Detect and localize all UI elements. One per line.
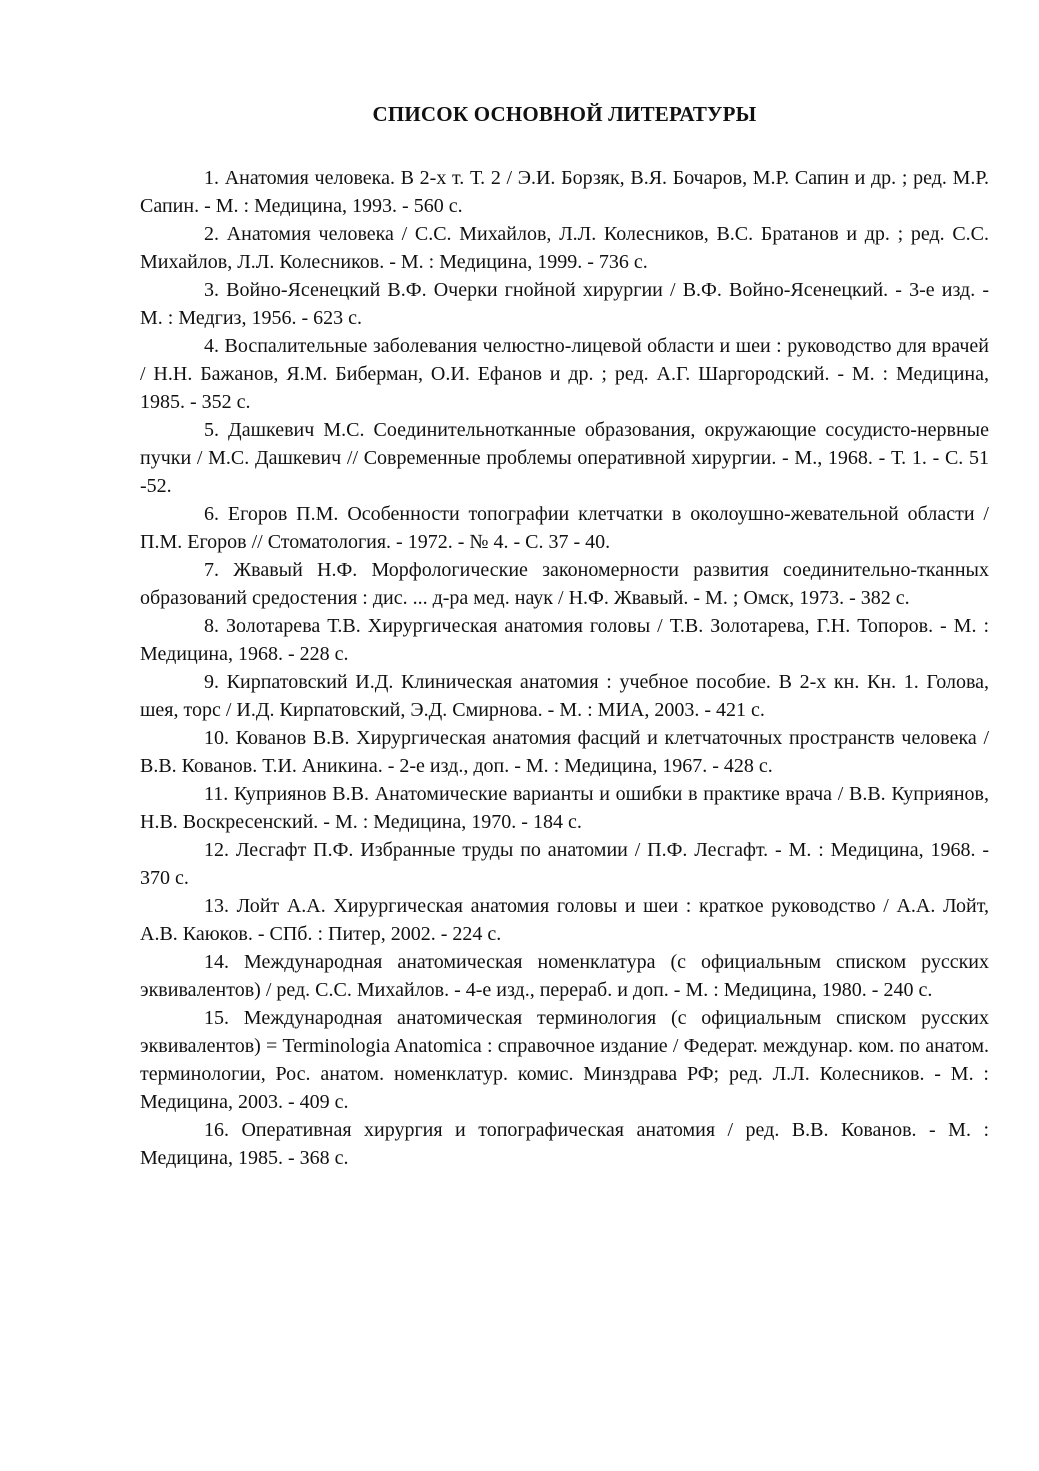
list-item: 8. Золотарева Т.В. Хирургическая анатомия головы / Т.В. Золотарева, Г.Н. Топоров. - М. : Медицина, 1968. - 228 с. bbox=[140, 615, 989, 665]
list-item: 10. Кованов В.В. Хирургическая анатомия фасций и клетчаточных пространств человека / В.В. Кованов. Т.И. Аникина. - 2-е изд., доп. - М. : Медицина, 1967. - 428 с. bbox=[140, 727, 989, 777]
list-item: 2. Анатомия человека / С.С. Михайлов, Л.Л. Колесников, В.С. Братанов и др. ; ред. С.С. Михайлов, Л.Л. Колесников. - М. : Медицина, 1999. - 736 с. bbox=[140, 223, 989, 273]
list-item: 5. Дашкевич М.С. Соединительнотканные образования, окружающие сосудисто-нервные пучки / М.С. Дашкевич // Современные проблемы оперативной хирургии. - М., 1968. - Т. 1. - С. 51 -52. bbox=[140, 419, 989, 497]
document-page bbox=[140, 100, 989, 1172]
reference-list bbox=[140, 164, 989, 1172]
list-item: 6. Егоров П.М. Особенности топографии клетчатки в околоушно-жевательной области / П.М. Егоров // Стоматология. - 1972. - № 4. - С. 37 - 40. bbox=[140, 503, 989, 553]
list-item: 4. Воспалительные заболевания челюстно-лицевой области и шеи : руководство для врачей / Н.Н. Бажанов, Я.М. Биберман, О.И. Ефанов и др. ; ред. А.Г. Шаргородский. - М. : Медицина, 1985. - 352 с. bbox=[140, 335, 989, 413]
list-item: 13. Лойт А.А. Хирургическая анатомия головы и шеи : краткое руководство / А.А. Лойт, А.В. Каюков. - СПб. : Питер, 2002. - 224 с. bbox=[140, 895, 989, 945]
page-title: СПИСОК ОСНОВНОЙ ЛИТЕРАТУРЫ bbox=[372, 102, 757, 126]
list-item: 15. Международная анатомическая терминология (с официальным списком русских эквивалентов) = Terminologia Anatomica : справочное издание / Федерат. междунар. ком. по анатом. терминологии, Рос. анатом. номенклатур. комис. Минздрава РФ; ред. Л.Л. Колесников. - М. : Медицина, 2003. - 409 с. bbox=[140, 1007, 989, 1113]
list-item: 9. Кирпатовский И.Д. Клиническая анатомия : учебное пособие. В 2-х кн. Кн. 1. Голова, шея, торс / И.Д. Кирпатовский, Э.Д. Смирнова. - М. : МИА, 2003. - 421 с. bbox=[140, 671, 989, 721]
list-item: 14. Международная анатомическая номенклатура (с официальным списком русских эквивалентов) / ред. С.С. Михайлов. - 4-е изд., перераб. и доп. - М. : Медицина, 1980. - 240 с. bbox=[140, 951, 989, 1001]
list-item: 1. Анатомия человека. В 2-х т. Т. 2 / Э.И. Борзяк, В.Я. Бочаров, М.Р. Сапин и др. ; ред. М.Р. Сапин. - М. : Медицина, 1993. - 560 с. bbox=[140, 167, 989, 217]
list-item: 11. Куприянов В.В. Анатомические варианты и ошибки в практике врача / В.В. Куприянов, Н.В. Воскресенский. - М. : Медицина, 1970. - 184 с. bbox=[140, 783, 989, 833]
list-item: 3. Войно-Ясенецкий В.Ф. Очерки гнойной хирургии / В.Ф. Войно-Ясенецкий. - 3-е изд. - М. : Медгиз, 1956. - 623 с. bbox=[140, 279, 989, 329]
list-item: 12. Лесгафт П.Ф. Избранные труды по анатомии / П.Ф. Лесгафт. - М. : Медицина, 1968. - 370 с. bbox=[140, 839, 989, 889]
list-item: 7. Жвавый Н.Ф. Морфологические закономерности развития соединительно-тканных образований средостения : дис. ... д-ра мед. наук / Н.Ф. Жвавый. - М. ; Омск, 1973. - 382 с. bbox=[140, 559, 989, 609]
list-item: 16. Оперативная хирургия и топографическая анатомия / ред. В.В. Кованов. - М. : Медицина, 1985. - 368 с. bbox=[140, 1119, 989, 1169]
